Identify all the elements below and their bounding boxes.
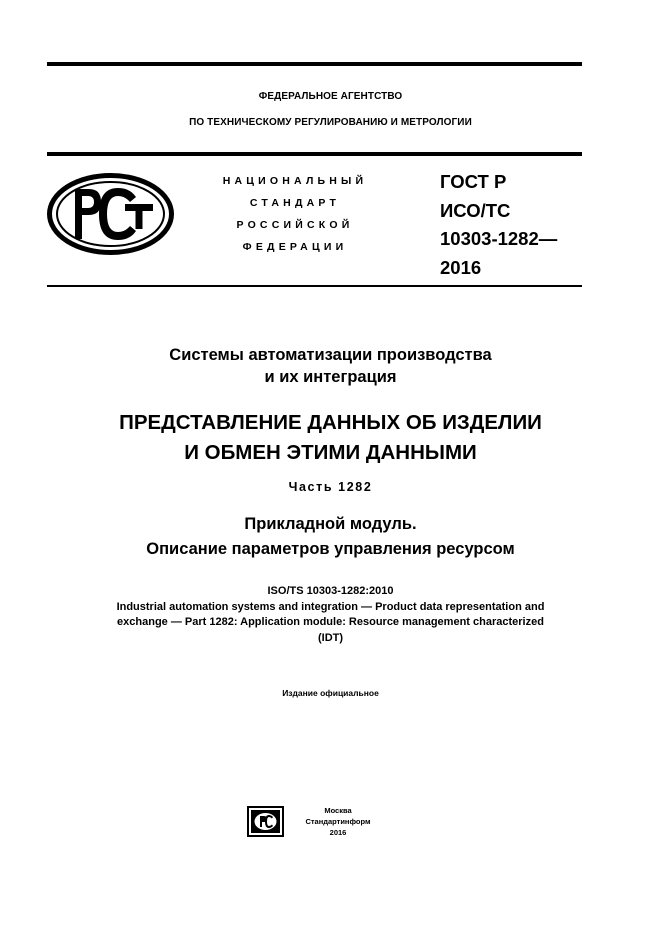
subtitle-line-1: Системы автоматизации производства (169, 346, 492, 364)
publisher-name: Стандартинформ (305, 817, 371, 826)
national-standard-line-2: СТАНДАРТ (249, 197, 341, 209)
designation-line-2: ИСО/ТС (440, 199, 511, 221)
iso-equivalence: (IDT) (317, 631, 344, 644)
iso-reference-block (0, 584, 661, 646)
standartinform-logo-icon (247, 806, 284, 837)
designation-line-1: ГОСТ Р (440, 171, 507, 192)
iso-english-title-line-1: Industrial automation systems and integration — Product data representation and (116, 600, 545, 613)
publisher-city: Москва (324, 806, 352, 815)
module-line-1: Прикладной модуль. (244, 515, 417, 533)
national-standard-line-4: ФЕДЕРАЦИИ (242, 241, 348, 253)
designation-line-4: 2016 (440, 256, 482, 278)
rst-certification-mark-icon (47, 173, 174, 255)
agency-name-line-2: ПО ТЕХНИЧЕСКОМУ РЕГУЛИРОВАНИЮ И МЕТРОЛОГИИ (189, 117, 472, 128)
subtitle-line-2: и их интеграция (264, 368, 397, 386)
national-standard-line-3: РОССИЙСКОЙ (236, 219, 354, 231)
document-title (0, 408, 661, 468)
edition-label: Издание официальное (282, 688, 379, 698)
iso-english-title-line-2: exchange — Part 1282: Application module: Resource management characterized (117, 616, 544, 628)
module-title (0, 512, 661, 562)
module-line-2: Описание параметров управления ресурсом (146, 540, 515, 558)
bottom-rule (47, 285, 582, 287)
designation-line-3: 10303-1282— (440, 228, 558, 249)
national-standard-label (195, 170, 395, 258)
top-rule (47, 62, 582, 66)
publisher-year: 2016 (329, 828, 347, 837)
part-number: Часть 1282 (288, 480, 373, 494)
agency-name-line-1: ФЕДЕРАЛЬНОЕ АГЕНТСТВО (258, 91, 403, 102)
publisher-text (293, 805, 383, 838)
publisher-block (247, 805, 387, 839)
title-line-1: ПРЕДСТАВЛЕНИЕ ДАННЫХ ОБ ИЗДЕЛИИ (119, 411, 542, 434)
title-line-2: И ОБМЕН ЭТИМИ ДАННЫМИ (184, 441, 477, 464)
document-subtitle (0, 344, 661, 388)
national-standard-line-1: НАЦИОНАЛЬНЫЙ (222, 175, 368, 187)
middle-rule (47, 152, 582, 156)
iso-reference: ISO/TS 10303-1282:2010 (267, 585, 394, 597)
standard-designation (440, 168, 600, 282)
